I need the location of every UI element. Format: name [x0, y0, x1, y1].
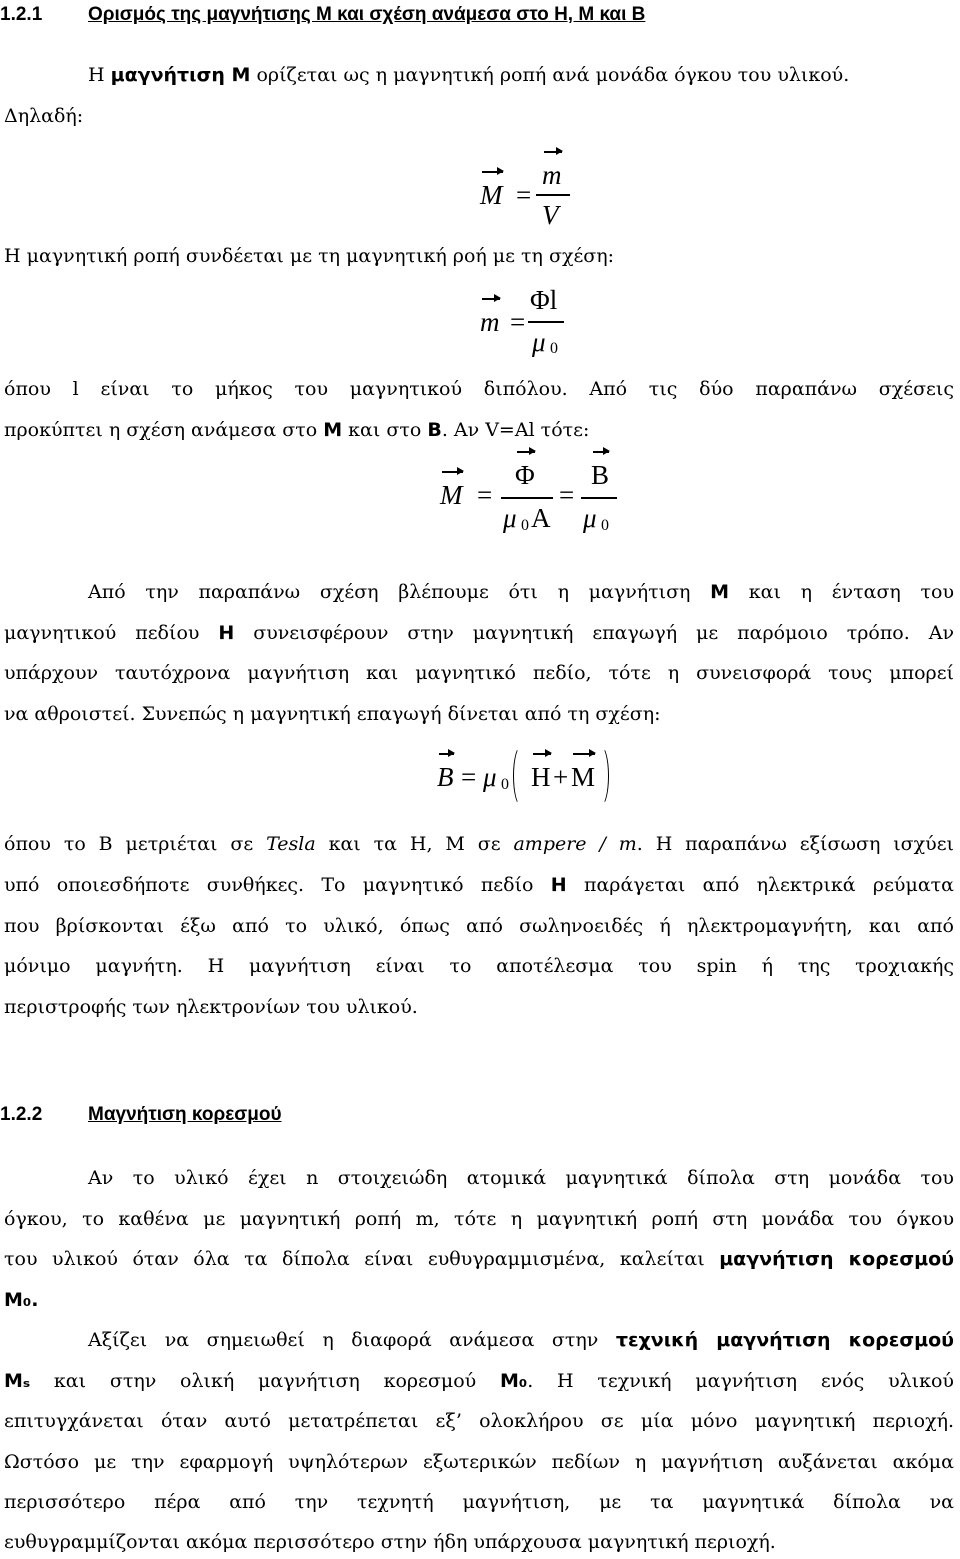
paragraph-line: Η μαγνητική ροπή συνδέεται με τη μαγνητική ροή με τη σχέση:: [4, 245, 615, 267]
equation-magnetic-moment: m = Φl μ 0: [470, 285, 590, 360]
section-number: 1.2.1: [0, 4, 43, 25]
paragraph-line: επιτυγχάνεται όταν αυτό μετατρέπεται εξ’ ολοκλήρου σε μία μόνο μαγνητική περιοχή.: [4, 1410, 954, 1432]
section-title: Μαγνήτιση κορεσμού: [88, 1104, 282, 1125]
paragraph-line: μόνιμο μαγνήτη. Η μαγνήτιση είναι το αποτέλεσμα του spin ή της τροχιακής: [4, 955, 954, 977]
paragraph-line: M₀.: [4, 1289, 39, 1311]
paragraph-line: όπου l είναι το μήκος του μαγνητικού διπόλου. Από τις δύο παραπάνω σχέσεις: [4, 378, 954, 400]
equation-m-phi-b: M = Φ μ 0 A = B μ 0: [435, 455, 635, 545]
paragraph-line: Από την παραπάνω σχέση βλέπουμε ότι η μαγνήτιση Μ και η ένταση του: [88, 581, 954, 603]
paragraph-line: μαγνητικού πεδίου Η συνεισφέρουν στην μαγνητική επαγωγή με παρόμοιο τρόπο. Αν: [4, 622, 954, 644]
equation-b-field: B = μ 0 H + M: [435, 742, 635, 812]
paragraph-line: όγκου, το καθένα με μαγνητική ροπή m, τότε η μαγνητική ροπή στη μονάδα του όγκου: [4, 1208, 954, 1230]
paragraph-line: Αν το υλικό έχει n στοιχειώδη ατομικά μαγνητικά δίπολα στη μονάδα του: [88, 1167, 954, 1189]
paragraph-line: που βρίσκονται έξω από το υλικό, όπως από σωληνοειδές ή ηλεκτρομαγνήτη, και από: [4, 915, 954, 937]
section-heading-1-2-1: [0, 4, 645, 26]
paragraph-line: Η μαγνήτιση Μ ορίζεται ως η μαγνητική ροπή ανά μονάδα όγκου του υλικού.: [88, 64, 850, 86]
paragraph-line: υπάρχουν ταυτόχρονα μαγνήτιση και μαγνητικό πεδίο, τότε η συνεισφορά τους μπορεί: [4, 662, 954, 684]
paragraph-line: περιστροφής των ηλεκτρονίων του υλικού.: [4, 996, 418, 1018]
paragraph-line: ευθυγραμμίζονται ακόμα περισσότερο στην ήδη υπάρχουσα μαγνητική περιοχή.: [4, 1531, 776, 1553]
paragraph-line: προκύπτει η σχέση ανάμεσα στο Μ και στο Β. Αν V=Al τότε:: [4, 419, 590, 441]
equation-magnetization-definition: M = m V: [470, 160, 590, 230]
paragraph-line: Ωστόσο με την εφαρμογή υψηλότερων εξωτερικών πεδίων η μαγνήτιση αυξάνεται ακόμα: [4, 1451, 954, 1473]
section-heading-1-2-2: [0, 1104, 282, 1126]
section-number: 1.2.2: [0, 1104, 43, 1125]
paragraph-line: υπό οποιεσδήποτε συνθήκες. Το μαγνητικό πεδίο Η παράγεται από ηλεκτρικά ρεύματα: [4, 874, 954, 896]
paragraph-line: Αξίζει να σημειωθεί η διαφορά ανάμεσα στην τεχνική μαγνήτιση κορεσμού: [88, 1329, 954, 1351]
paragraph-line: Δηλαδή:: [4, 105, 84, 127]
paragraph-line: περισσότερο πέρα από την τεχνητή μαγνήτιση, με τα μαγνητικά δίπολα να: [4, 1491, 954, 1513]
paragraph-line: όπου το Β μετριέται σε Tesla και τα Η, Μ σε ampere / m. Η παραπάνω εξίσωση ισχύει: [4, 833, 954, 855]
paragraph-line: να αθροιστεί. Συνεπώς η μαγνητική επαγωγή δίνεται από τη σχέση:: [4, 703, 661, 725]
section-title: Ορισμός της μαγνήτισης Μ και σχέση ανάμεσα στο Η, Μ και Β: [88, 4, 646, 25]
paragraph-line: του υλικού όταν όλα τα δίπολα είναι ευθυγραμμισμένα, καλείται μαγνήτιση κορεσμού: [4, 1248, 954, 1270]
paragraph-line: Mₛ και στην ολική μαγνήτιση κορεσμού M₀. Η τεχνική μαγνήτιση ενός υλικού: [4, 1370, 954, 1392]
